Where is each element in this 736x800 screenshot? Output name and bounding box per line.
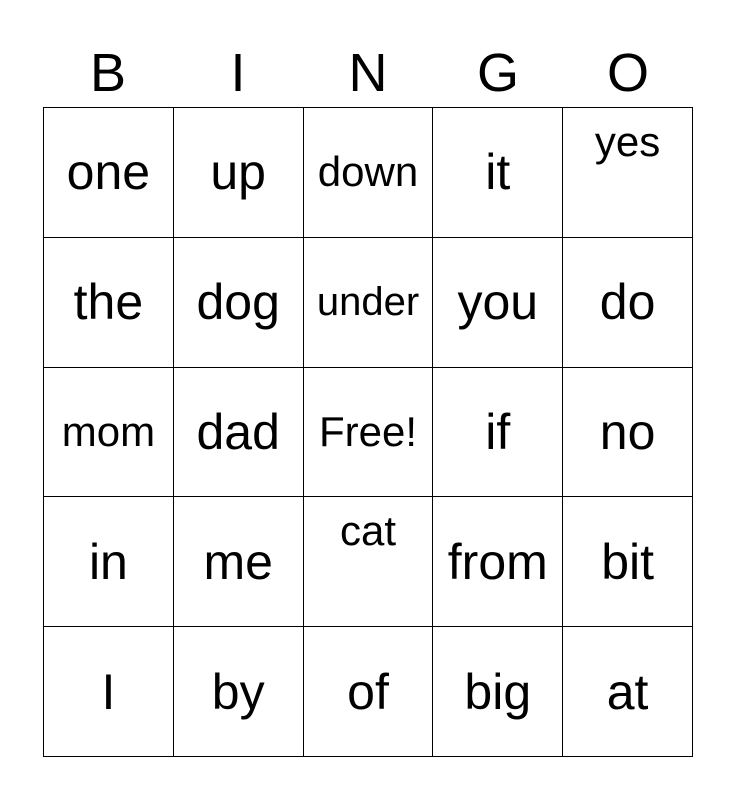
cell-word: under xyxy=(316,279,420,324)
cell-word: from xyxy=(447,533,548,590)
bingo-cell[interactable] xyxy=(433,238,563,368)
cell-word: one xyxy=(66,144,151,201)
bingo-cell[interactable] xyxy=(433,627,563,757)
bingo-cell[interactable] xyxy=(563,627,693,757)
header-letter-n: N xyxy=(348,43,388,103)
cell-word: big xyxy=(464,663,532,720)
cell-word: yes xyxy=(594,118,661,165)
cell-word: by xyxy=(211,663,265,720)
cell-word: up xyxy=(210,144,266,201)
cell-word: no xyxy=(599,403,656,460)
bingo-cell[interactable] xyxy=(433,108,563,238)
cell-word: in xyxy=(88,533,128,590)
bingo-cell[interactable] xyxy=(44,627,174,757)
cell-word: at xyxy=(606,663,649,720)
cell-word: dog xyxy=(196,274,280,331)
cell-word: of xyxy=(347,663,389,720)
bingo-cell[interactable] xyxy=(174,108,304,238)
cell-word: I xyxy=(101,663,116,720)
free-space-cell[interactable] xyxy=(304,368,434,498)
cell-word: cat xyxy=(339,507,396,555)
bingo-cell[interactable] xyxy=(174,368,304,498)
cell-word: me xyxy=(203,533,273,590)
bingo-cell[interactable] xyxy=(44,238,174,368)
cell-word: down xyxy=(317,148,419,196)
bingo-cell[interactable] xyxy=(563,108,693,238)
header-letter-g: G xyxy=(476,43,519,103)
bingo-cell[interactable] xyxy=(44,497,174,627)
bingo-cell[interactable] xyxy=(433,368,563,498)
header-letter-b: B xyxy=(89,43,127,103)
bingo-cell[interactable] xyxy=(563,368,693,498)
bingo-cell[interactable] xyxy=(304,238,434,368)
cell-word: it xyxy=(485,144,511,201)
cell-word: you xyxy=(457,274,539,331)
bingo-cell[interactable] xyxy=(174,497,304,627)
header-letter-o: O xyxy=(606,43,649,103)
bingo-cell[interactable] xyxy=(44,108,174,238)
bingo-cell[interactable] xyxy=(433,497,563,627)
bingo-cell[interactable] xyxy=(304,497,434,627)
free-space-label: Free! xyxy=(318,407,417,455)
cell-word: dad xyxy=(196,403,280,460)
bingo-header xyxy=(43,40,693,106)
cell-word: if xyxy=(485,403,511,460)
header-letter-i: I xyxy=(230,43,246,103)
cell-word: mom xyxy=(61,407,156,455)
cell-word: the xyxy=(73,274,144,331)
bingo-cell[interactable] xyxy=(304,627,434,757)
cell-word: do xyxy=(599,274,656,331)
bingo-board xyxy=(43,107,693,757)
bingo-cell[interactable] xyxy=(563,497,693,627)
bingo-cell[interactable] xyxy=(174,627,304,757)
bingo-cell[interactable] xyxy=(304,108,434,238)
bingo-cell[interactable] xyxy=(563,238,693,368)
cell-word: bit xyxy=(601,533,654,590)
bingo-cell[interactable] xyxy=(44,368,174,498)
bingo-cell[interactable] xyxy=(174,238,304,368)
